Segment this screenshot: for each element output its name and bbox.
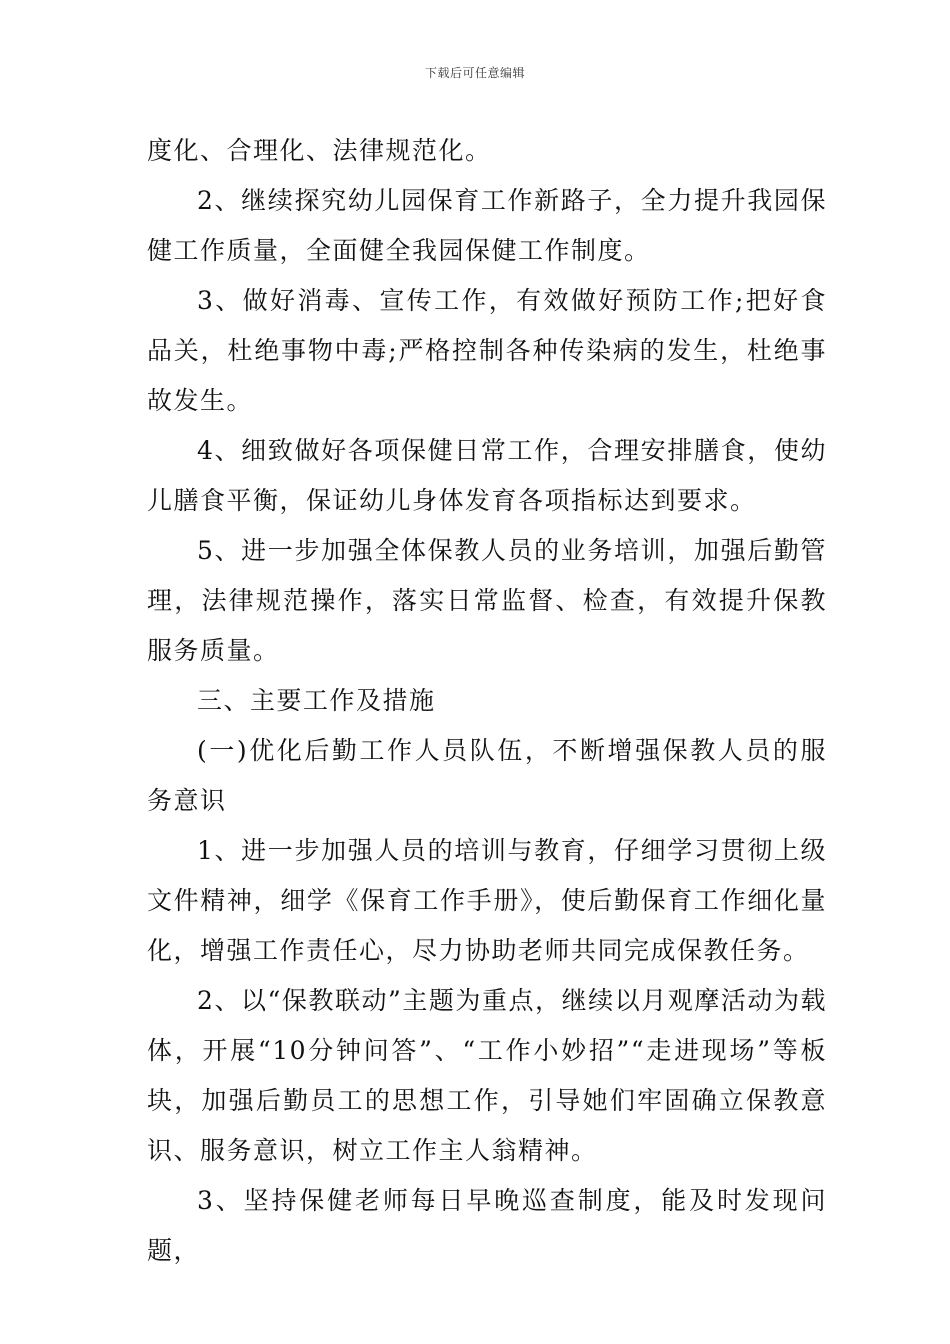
- section-heading: 三、主要工作及措施: [197, 686, 436, 715]
- subsection-heading: (一)优化后勤工作人员队伍，不断增强保教人员的服务意识: [147, 736, 827, 815]
- paragraph: 度化、合理化、法律规范化。: [147, 136, 492, 165]
- paragraph: 5、进一步加强全体保教人员的业务培训，加强后勤管理，法律规范操作，落实日常监督、检查，有效提升保教服务质量。: [147, 536, 827, 665]
- paragraph: 4、细致做好各项保健日常工作，合理安排膳食，使幼儿膳食平衡，保证幼儿身体发育各项指标达到要求。: [147, 436, 827, 515]
- paragraph: 2、以“保教联动”主题为重点，继续以月观摩活动为载体，开展“10分钟问答”、“工作小妙招”“走进现场”等板块，加强后勤员工的思想工作，引导她们牢固确立保教意识、服务意识，树立工作主人翁精神。: [147, 986, 827, 1165]
- document-body: [147, 126, 827, 1276]
- paragraph: 1、进一步加强人员的培训与教育，仔细学习贯彻上级文件精神，细学《保育工作手册》，使后勤保育工作细化量化，增强工作责任心，尽力协助老师共同完成保教任务。: [147, 836, 827, 965]
- paragraph: 3、坚持保健老师每日早晚巡查制度，能及时发现问题，: [147, 1186, 827, 1265]
- paragraph: 2、继续探究幼儿园保育工作新路子，全力提升我园保健工作质量，全面健全我园保健工作制度。: [147, 186, 827, 265]
- page-header-note: 下载后可任意编辑: [424, 66, 525, 80]
- paragraph: 3、做好消毒、宣传工作，有效做好预防工作;把好食品关，杜绝事物中毒;严格控制各种传染病的发生，杜绝事故发生。: [147, 286, 827, 415]
